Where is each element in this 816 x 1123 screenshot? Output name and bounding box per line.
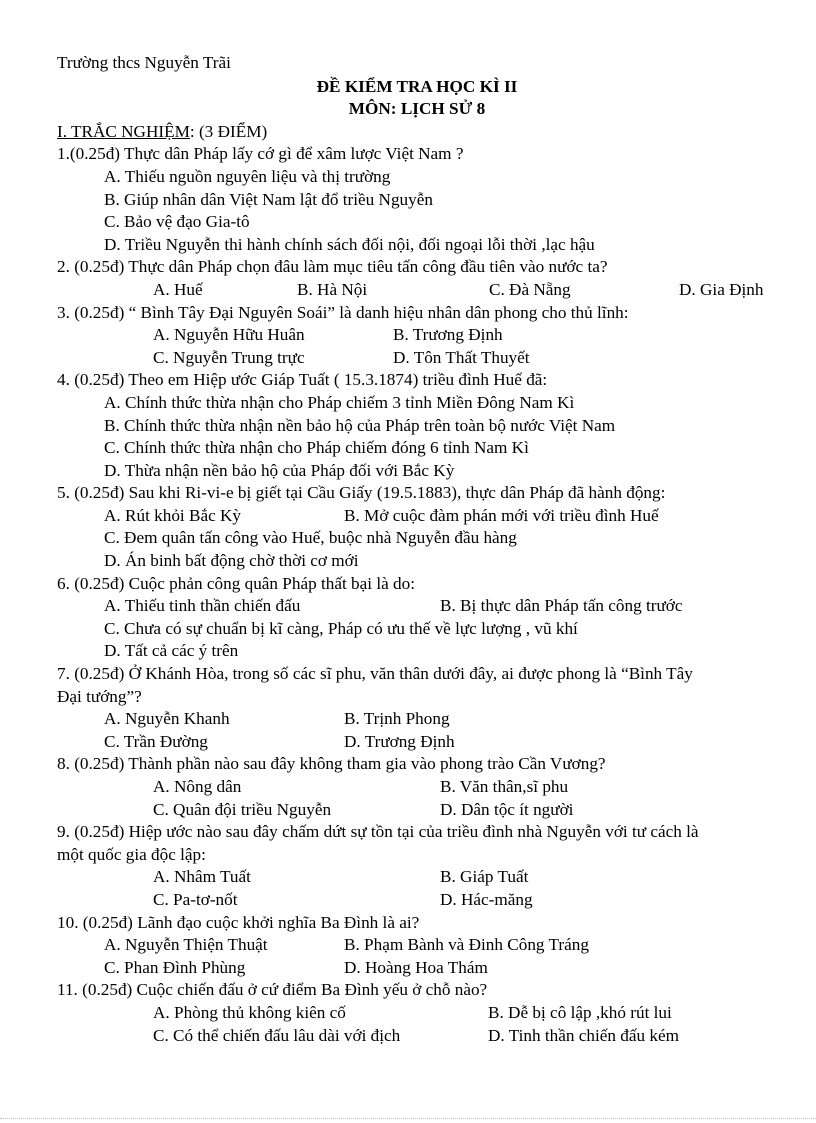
q6-option-d: D. Tất cả các ý trên xyxy=(104,641,239,661)
q11-option-a: A. Phòng thủ không kiên cố xyxy=(153,1002,346,1022)
q6-option-b: B. Bị thực dân Pháp tấn công trước xyxy=(440,596,683,616)
q6-options-row1 xyxy=(57,595,777,618)
q7-option-d: D. Trương Định xyxy=(344,731,455,751)
q1-option-b: B. Giúp nhân dân Việt Nam lật đổ triều Nguyễn xyxy=(104,189,433,209)
q4-option-d: D. Thừa nhận nền bảo hộ của Pháp đối với Bắc Kỳ xyxy=(104,460,455,480)
q2-option-a: A. Huế xyxy=(153,279,203,299)
q6-option-a: A. Thiếu tinh thần chiến đấu xyxy=(104,596,301,616)
q9-options-row1 xyxy=(57,866,777,889)
q8-option-b: B. Văn thân,sĩ phu xyxy=(440,777,569,796)
q3-options-row2 xyxy=(57,347,777,370)
q4-option-a: A. Chính thức thừa nhận cho Pháp chiếm 3 tỉnh Miền Đông Nam Kì xyxy=(104,392,575,412)
q9-option-c: C. Pa-tơ-nốt xyxy=(153,889,238,909)
q3-option-d: D. Tôn Thất Thuyết xyxy=(393,347,530,367)
exam-title: ĐỀ KIỂM TRA HỌC KÌ II xyxy=(316,76,518,96)
section-heading xyxy=(57,121,777,144)
question-7-line1: 7. (0.25đ) Ở Khánh Hòa, trong số các sĩ phu, văn thân dưới đây, ai được phong là “Bình Tây xyxy=(57,664,693,684)
q4-option-b: B. Chính thức thừa nhận nền bảo hộ của Pháp trên toàn bộ nước Việt Nam xyxy=(104,415,616,435)
q6-option-c: C. Chưa có sự chuẩn bị kĩ càng, Pháp có ưu thế về lực lượng , vũ khí xyxy=(104,618,578,638)
q2-option-c: C. Đà Nẵng xyxy=(489,279,571,299)
q10-option-a: A. Nguyễn Thiện Thuật xyxy=(104,935,268,955)
q10-option-c: C. Phan Đình Phùng xyxy=(104,957,246,977)
q7-option-c: C. Trần Đường xyxy=(104,731,208,751)
exam-page xyxy=(57,52,777,1047)
question-11: 11. (0.25đ) Cuộc chiến đấu ở cứ điểm Ba Đình yếu ở chỗ nào? xyxy=(57,980,488,1000)
q8-options-row1 xyxy=(57,776,777,799)
q2-options xyxy=(57,279,777,302)
q5-options-row1 xyxy=(57,505,777,528)
q4-option-c: C. Chính thức thừa nhận cho Pháp chiếm đóng 6 tỉnh Nam Kì xyxy=(104,438,529,458)
question-3: 3. (0.25đ) “ Bình Tây Đại Nguyên Soái” là danh hiệu nhân dân phong cho thủ lĩnh: xyxy=(57,302,629,322)
question-9-line1: 9. (0.25đ) Hiệp ước nào sau đây chấm dứt sự tồn tại của triều đình nhà Nguyễn với tư cách là xyxy=(57,822,699,842)
q7-option-a: A. Nguyễn Khanh xyxy=(104,709,230,729)
q5-option-a: A. Rút khỏi Bắc Kỳ xyxy=(104,505,242,525)
q11-options-row1 xyxy=(57,1002,777,1025)
q5-option-d: D. Án binh bất động chờ thời cơ mới xyxy=(104,551,359,571)
q5-option-c: C. Đem quân tấn công vào Huế, buộc nhà Nguyễn đầu hàng xyxy=(104,528,517,548)
q10-options-row2 xyxy=(57,957,777,980)
q11-option-c: C. Có thể chiến đấu lâu dài với địch xyxy=(153,1025,401,1045)
question-5: 5. (0.25đ) Sau khi Ri-vi-e bị giết tại Cầu Giấy (19.5.1883), thực dân Pháp đã hành động: xyxy=(57,483,666,503)
q1-option-d: D. Triều Nguyễn thi hành chính sách đối nội, đối ngoại lỗi thời ,lạc hậu xyxy=(104,234,595,254)
q11-options-row2 xyxy=(57,1025,777,1048)
question-8: 8. (0.25đ) Thành phần nào sau đây không tham gia vào phong trào Cần Vương? xyxy=(57,754,606,774)
question-2: 2. (0.25đ) Thực dân Pháp chọn đâu làm mục tiêu tấn công đầu tiên vào nước ta? xyxy=(57,257,608,277)
q8-options-row2 xyxy=(57,799,777,822)
q9-options-row2 xyxy=(57,889,777,912)
q7-options-row2 xyxy=(57,731,777,754)
question-7-line2: Đại tướng”? xyxy=(57,686,142,706)
exam-subject: MÔN: LỊCH SỬ 8 xyxy=(348,99,486,119)
q1-option-a: A. Thiếu nguồn nguyên liệu và thị trường xyxy=(104,166,391,186)
question-4: 4. (0.25đ) Theo em Hiệp ước Giáp Tuất ( 15.3.1874) triều đình Huế đã: xyxy=(57,370,548,390)
q8-option-d: D. Dân tộc ít người xyxy=(440,799,574,819)
q10-option-d: D. Hoàng Hoa Thám xyxy=(344,957,488,977)
q11-option-b: B. Dễ bị cô lập ,khó rút lui xyxy=(488,1002,672,1022)
question-6: 6. (0.25đ) Cuộc phản công quân Pháp thất bại là do: xyxy=(57,573,416,593)
q1-option-c: C. Bảo vệ đạo Gia-tô xyxy=(104,212,250,232)
question-9-line2: một quốc gia độc lập: xyxy=(57,844,206,864)
q7-option-b: B. Trịnh Phong xyxy=(344,709,450,729)
q8-option-c: C. Quân đội triều Nguyễn xyxy=(153,799,332,819)
q8-option-a: A. Nông dân xyxy=(153,777,242,796)
q5-option-b: B. Mở cuộc đàm phán mới với triều đình Huế xyxy=(344,505,659,525)
q3-option-c: C. Nguyễn Trung trực xyxy=(153,347,305,367)
q3-option-b: B. Trương Định xyxy=(393,325,503,345)
section-label: I. TRẮC NGHIỆM xyxy=(57,121,190,141)
q3-options-row1 xyxy=(57,324,777,347)
q2-option-b: B. Hà Nội xyxy=(297,279,368,299)
q3-option-a: A. Nguyễn Hữu Huân xyxy=(153,325,305,345)
q10-options-row1 xyxy=(57,934,777,957)
question-10: 10. (0.25đ) Lãnh đạo cuộc khởi nghĩa Ba Đình là ai? xyxy=(57,912,420,932)
page-bottom-divider xyxy=(0,1118,816,1119)
school-name: Trường thcs Nguyễn Trãi xyxy=(57,53,231,72)
section-points: : (3 ĐIỂM) xyxy=(189,121,268,141)
q9-option-a: A. Nhâm Tuất xyxy=(153,867,251,887)
q2-option-d: D. Gia Định xyxy=(679,279,764,299)
question-1: 1.(0.25đ) Thực dân Pháp lấy cớ gì để xâm lược Việt Nam ? xyxy=(57,144,464,164)
q10-option-b: B. Phạm Bành và Đinh Công Tráng xyxy=(344,935,589,955)
q7-options-row1 xyxy=(57,708,777,731)
q9-option-d: D. Hác-măng xyxy=(440,889,533,909)
q9-option-b: B. Giáp Tuất xyxy=(440,867,529,887)
q11-option-d: D. Tinh thần chiến đấu kém xyxy=(488,1025,679,1045)
